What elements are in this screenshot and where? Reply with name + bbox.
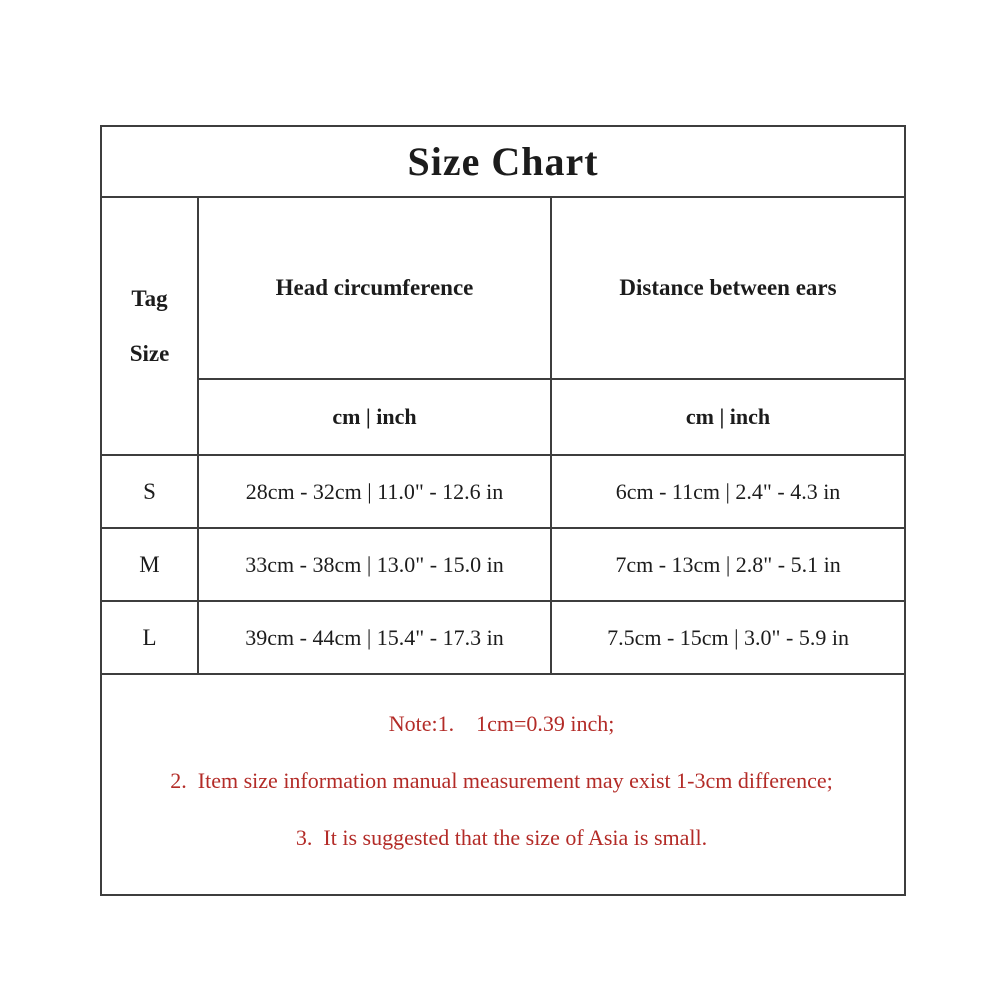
- tag-size-label-line2: Size: [129, 341, 170, 366]
- size-table: [100, 125, 906, 896]
- size-tag-s: S: [101, 455, 198, 528]
- size-tag-m: M: [101, 528, 198, 601]
- header-row: [101, 197, 905, 379]
- units-label-head-circumference: cm | inch: [198, 379, 551, 455]
- title-row: [101, 126, 905, 197]
- ear-distance-value-s: 6cm - 11cm | 2.4" - 4.3 in: [551, 455, 905, 528]
- note-line-3: 3. It is suggested that the size of Asia is small.: [295, 825, 708, 850]
- size-tag-l: L: [101, 601, 198, 674]
- note-line-1: Note:1. 1cm=0.39 inch;: [388, 711, 615, 736]
- table-row-size-l: [101, 601, 905, 674]
- column-header-ear-distance: Distance between ears: [551, 197, 905, 379]
- column-header-head-circumference: Head circumference: [198, 197, 551, 379]
- note-line-2: 2. Item size information manual measurement may exist 1-3cm difference;: [170, 768, 833, 793]
- head-circumference-value-l: 39cm - 44cm | 15.4" - 17.3 in: [198, 601, 551, 674]
- column-header-tag-size: [101, 197, 198, 455]
- notes-row: [101, 674, 905, 895]
- table-row-size-s: [101, 455, 905, 528]
- units-label-ear-distance: cm | inch: [551, 379, 905, 455]
- units-row: [101, 379, 905, 455]
- size-chart: [100, 125, 904, 896]
- chart-title: Size Chart: [101, 126, 905, 197]
- ear-distance-value-l: 7.5cm - 15cm | 3.0" - 5.9 in: [551, 601, 905, 674]
- head-circumference-value-s: 28cm - 32cm | 11.0" - 12.6 in: [198, 455, 551, 528]
- notes-cell: [101, 674, 905, 895]
- ear-distance-value-m: 7cm - 13cm | 2.8" - 5.1 in: [551, 528, 905, 601]
- tag-size-label-line1: Tag: [131, 286, 168, 311]
- table-row-size-m: [101, 528, 905, 601]
- head-circumference-value-m: 33cm - 38cm | 13.0" - 15.0 in: [198, 528, 551, 601]
